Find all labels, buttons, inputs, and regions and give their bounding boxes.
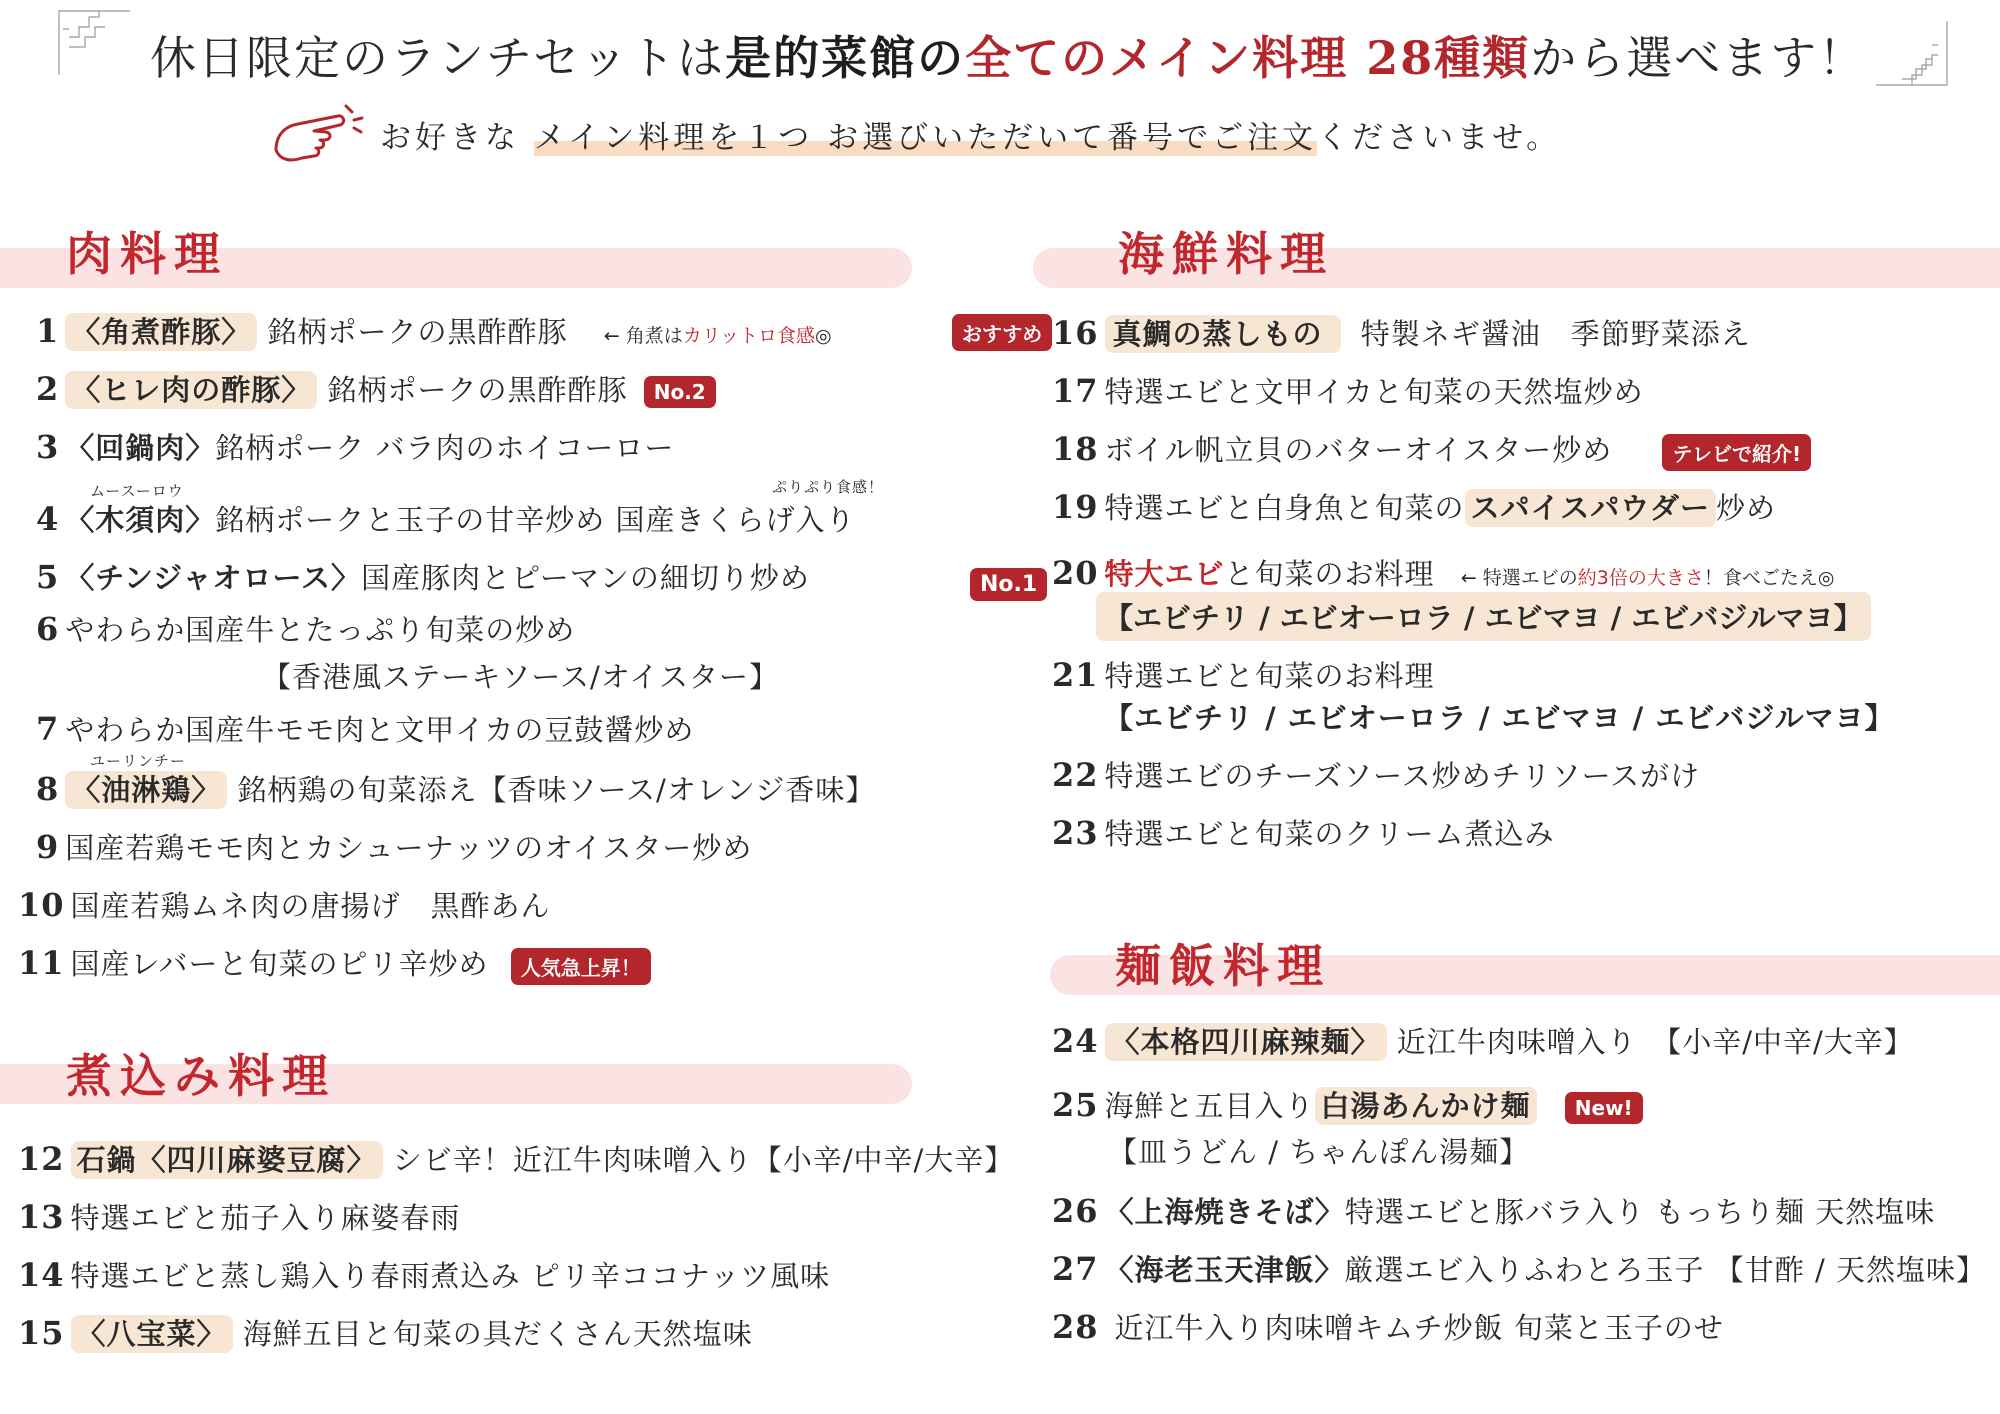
item-name: 真鯛の蒸しもの <box>1105 315 1341 353</box>
item-note <box>1461 567 1835 589</box>
item-number: 22 <box>1052 756 1099 794</box>
note-text: ◎ <box>814 325 832 347</box>
item-name: 白湯あんかけ麺 <box>1315 1087 1537 1125</box>
item-description: 特選エビと旬菜のお料理 <box>1104 659 1435 693</box>
item-description: 特選エビと旬菜のクリーム煮込み <box>1104 817 1555 851</box>
item-description: 国産若鶏モモ肉とカシューナッツのオイスター炒め <box>65 831 753 865</box>
badge-label: No.1 <box>970 568 1047 601</box>
item-description: 特選エビと蒸し鶏入り春雨煮込み ピリ辛ココナッツ風味 <box>70 1259 831 1293</box>
menu-item-19 <box>1052 486 1776 527</box>
menu-item-25 <box>1052 1084 1643 1125</box>
item-options: 【エビチリ / エビオーロラ / エビマヨ / エビバジルマヨ】 <box>1096 592 1871 641</box>
item-description: 国産レバーと旬菜のピリ辛炒め <box>70 947 489 981</box>
recommend-badge <box>952 314 1052 351</box>
item-name: 〈木須肉〉 <box>65 503 216 537</box>
corner-pattern-top-left <box>55 5 135 80</box>
badge-label: おすすめ <box>952 314 1052 351</box>
item-description: 銘柄鶏の旬菜添え【香味ソース/オレンジ香味】 <box>237 773 876 807</box>
subtitle <box>380 112 1561 157</box>
item-description: 海鮮五目と旬菜の具だくさん天然塩味 <box>242 1317 753 1351</box>
item-number: 11 <box>18 944 65 982</box>
item-name: 〈チンジャオロース〉 <box>65 561 362 595</box>
item-number: 9 <box>36 828 60 866</box>
item-number: 18 <box>1052 430 1099 468</box>
item-number: 24 <box>1052 1022 1099 1060</box>
item-number: 8 <box>36 770 60 808</box>
pointing-hand-icon <box>268 102 364 182</box>
item-number: 14 <box>18 1256 65 1294</box>
item-description: 特製ネギ醤油 季節野菜添え <box>1360 317 1751 351</box>
item-number: 19 <box>1052 488 1099 526</box>
subtitle-highlight: メイン料理を１つ お選びいただいて番号でご注文 <box>533 120 1318 156</box>
item-description: 国産若鶏ムネ肉の唐揚げ 黒酢あん <box>70 889 551 923</box>
item-ruby: ムースーロウ <box>90 482 184 500</box>
item-number: 15 <box>18 1314 65 1352</box>
item-description: と旬菜のお料理 <box>1224 557 1435 591</box>
section-heading-stew: 煮込み料理 <box>66 1049 336 1103</box>
item-description: 特選エビと茄子入り麻婆春雨 <box>70 1201 461 1235</box>
menu-item-23 <box>1052 812 1555 853</box>
title-text: 休日限定のランチセットは <box>150 31 726 85</box>
item-name: 特大エビ <box>1104 557 1225 591</box>
item-number: 10 <box>18 886 65 924</box>
section-heading-seafood: 海鮮料理 <box>1118 227 1334 281</box>
menu-item-27 <box>1052 1248 1986 1289</box>
page-title <box>150 22 1867 88</box>
item-description: やわらか国産牛モモ肉と文甲イカの豆鼓醤炒め <box>65 713 695 747</box>
item-description: 特選エビと文甲イカと旬菜の天然塩炒め <box>1104 375 1644 409</box>
menu-item-28 <box>1052 1306 1724 1347</box>
title-text: から選べます！ <box>1530 31 1867 85</box>
rank-badge-no1 <box>970 568 1047 601</box>
item-number: 2 <box>36 370 60 408</box>
item-number: 16 <box>1052 314 1099 352</box>
item-description: 近江牛入り肉味噌キムチ炒飯 旬菜と玉子のせ <box>1114 1311 1724 1345</box>
note-text: ！食べごたえ◎ <box>1703 567 1835 589</box>
item-description: シビ辛！近江牛肉味噌入り【小辛/中辛/大辛】 <box>392 1143 1015 1177</box>
item-note: ぷりぷり食感！ <box>772 478 885 496</box>
item-number: 26 <box>1052 1192 1099 1230</box>
item-description: 銘柄ポークと玉子の甘辛炒め 国産きくらげ入り <box>215 503 856 537</box>
note-text: ← 角煮は <box>603 325 683 347</box>
menu-item-8 <box>36 768 875 809</box>
item-options: 【香港風ステーキソース/オイスター】 <box>262 660 780 694</box>
menu-item-1 <box>36 310 832 351</box>
menu-item-14 <box>18 1254 830 1295</box>
menu-item-10 <box>18 884 551 925</box>
item-number: 6 <box>36 610 60 648</box>
menu-item-9 <box>36 826 752 867</box>
note-highlight: 約3倍の大きさ <box>1577 567 1704 589</box>
store-name: 是的菜館 <box>725 31 918 85</box>
item-highlight: スパイスパウダー <box>1465 489 1716 527</box>
item-description: 特選エビのチーズソース炒めチリソースがけ <box>1104 759 1701 793</box>
item-description: 特選エビと豚バラ入り もっちり麺 天然塩味 <box>1344 1195 1936 1229</box>
corner-pattern-top-right <box>1872 15 1952 90</box>
title-highlight: 全てのメイン料理 28種類 <box>965 31 1531 85</box>
section-heading-noodle: 麺飯料理 <box>1115 939 1331 993</box>
menu-item-17 <box>1052 370 1644 411</box>
item-description: 特選エビと白身魚と旬菜の <box>1104 491 1465 525</box>
item-number: 7 <box>36 710 60 748</box>
item-description: 炒め <box>1715 491 1776 525</box>
item-description: やわらか国産牛とたっぷり旬菜の炒め <box>65 613 576 647</box>
title-text: の <box>917 31 966 85</box>
item-number: 27 <box>1052 1250 1099 1288</box>
item-name: 〈上海焼きそば〉 <box>1104 1195 1345 1229</box>
menu-item-6 <box>36 608 575 649</box>
item-name: 〈油淋鶏〉 <box>65 771 227 809</box>
menu-item-22 <box>1052 754 1700 795</box>
item-number: 25 <box>1052 1086 1099 1124</box>
item-number: 20 <box>1052 554 1099 592</box>
item-description: 銘柄ポークの黒酢酢豚 <box>267 315 568 349</box>
item-name: 〈角煮酢豚〉 <box>65 313 257 351</box>
rank-badge: No.2 <box>644 376 716 408</box>
trending-badge: 人気急上昇！ <box>511 948 651 985</box>
section-heading-meat: 肉料理 <box>66 227 228 281</box>
item-description: 海鮮と五目入り <box>1104 1089 1315 1123</box>
item-description: 国産豚肉とピーマンの細切り炒め <box>361 561 810 595</box>
item-number: 28 <box>1052 1308 1099 1346</box>
menu-item-3 <box>36 426 674 467</box>
item-note <box>604 325 832 347</box>
tv-badge: テレビで紹介! <box>1662 434 1811 471</box>
menu-item-16 <box>1052 312 1751 353</box>
menu-item-13 <box>18 1196 461 1237</box>
item-number: 13 <box>18 1198 65 1236</box>
menu-item-20 <box>1052 552 1834 593</box>
item-ruby: ユーリンチー <box>90 752 187 770</box>
item-number: 17 <box>1052 372 1099 410</box>
item-number: 1 <box>36 312 60 350</box>
item-name: 〈本格四川麻辣麺〉 <box>1105 1023 1387 1061</box>
item-options: 【エビチリ / エビオーロラ / エビマヨ / エビバジルマヨ】 <box>1104 701 1895 735</box>
item-number: 23 <box>1052 814 1099 852</box>
item-description: 厳選エビ入りふわとろ玉子 【甘酢 / 天然塩味】 <box>1344 1253 1986 1287</box>
menu-item-2 <box>36 368 716 409</box>
menu-item-4 <box>36 498 856 539</box>
menu-item-15 <box>18 1312 753 1353</box>
menu-item-5 <box>36 556 810 597</box>
menu-item-18 <box>1052 428 1811 471</box>
menu-item-24 <box>1052 1020 1914 1061</box>
menu-item-26 <box>1052 1190 1935 1231</box>
item-description: 銘柄ポーク バラ肉のホイコーロー <box>215 431 675 465</box>
item-name: 〈海老玉天津飯〉 <box>1104 1253 1345 1287</box>
new-badge: New! <box>1565 1092 1643 1124</box>
menu-item-12 <box>18 1138 1014 1179</box>
item-number: 21 <box>1052 656 1099 694</box>
item-name: 〈ヒレ肉の酢豚〉 <box>65 371 317 409</box>
menu-item-11 <box>18 942 651 985</box>
note-highlight: カリットロ食感 <box>682 325 815 347</box>
item-options: 【皿うどん / ちゃんぽん湯麺】 <box>1108 1135 1530 1169</box>
item-name: 〈八宝菜〉 <box>71 1315 233 1353</box>
item-description: 銘柄ポークの黒酢酢豚 <box>327 373 628 407</box>
item-name: 石鍋〈四川麻婆豆腐〉 <box>71 1141 383 1179</box>
menu-item-7 <box>36 708 694 749</box>
item-name: 〈回鍋肉〉 <box>65 431 216 465</box>
subtitle-text: お好きな <box>380 120 534 156</box>
note-text: ← 特選エビの <box>1460 567 1578 589</box>
item-number: 4 <box>36 500 60 538</box>
item-number: 5 <box>36 558 60 596</box>
menu-item-21 <box>1052 654 1435 695</box>
subtitle-text: くださいませ。 <box>1317 120 1562 156</box>
item-description: ボイル帆立貝のバターオイスター炒め <box>1104 433 1613 467</box>
item-number: 12 <box>18 1140 65 1178</box>
item-number: 3 <box>36 428 60 466</box>
item-description: 近江牛肉味噌入り 【小辛/中辛/大辛】 <box>1396 1025 1914 1059</box>
